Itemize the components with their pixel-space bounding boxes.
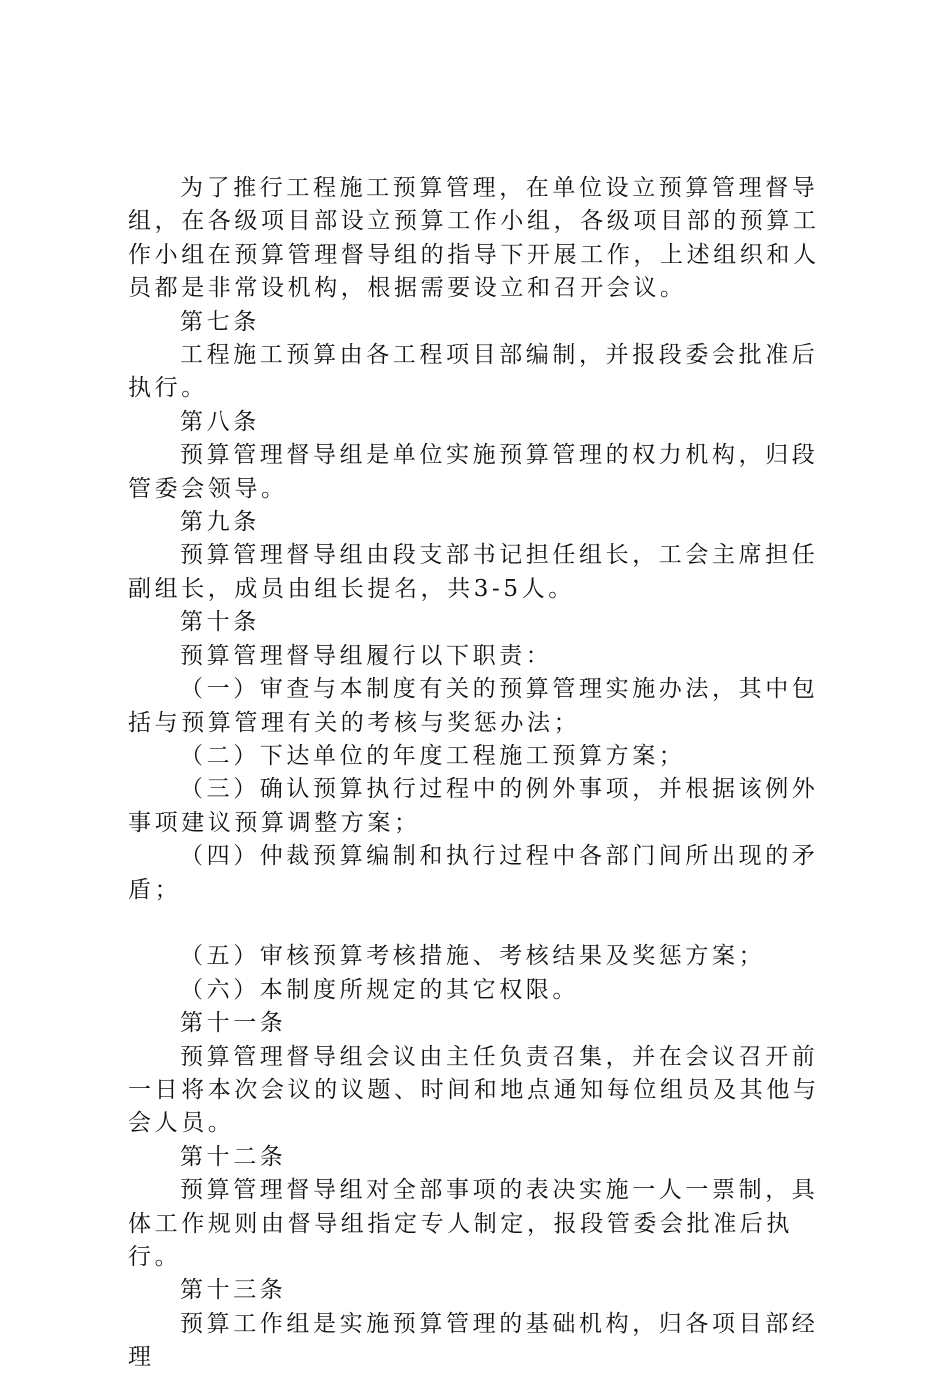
list-item: （六）本制度所规定的其它权限。 [180, 976, 579, 1003]
article-heading: 第十三条 [180, 1277, 287, 1304]
paragraph: 预算管理督导组履行以下职责： [180, 642, 553, 669]
list-item: （四）仲裁预算编制和执行过程中各部门间所出现的矛盾； [128, 843, 819, 903]
list-item: （一）审查与本制度有关的预算管理实施办法，其中包括与预算管理有关的考核与奖惩办法； [128, 676, 819, 736]
list-item: （五）审核预算考核措施、考核结果及奖惩方案； [180, 943, 766, 970]
paragraph: 预算管理督导组对全部事项的表决实施一人一票制，具体工作规则由督导组指定专人制定，报段管委会批准后执行。 [128, 1177, 819, 1270]
paragraph: 预算管理督导组由段支部书记担任组长，工会主席担任副组长，成员由组长提名，共3-5人。 [128, 542, 819, 602]
article-heading: 第十条 [180, 609, 260, 636]
blank-line [128, 907, 843, 940]
document-body [128, 172, 843, 1375]
list-item: （三）确认预算执行过程中的例外事项，并根据该例外事项建议预算调整方案； [128, 776, 819, 836]
article-heading: 第七条 [180, 308, 260, 335]
article-heading: 第十二条 [180, 1143, 287, 1170]
paragraph: 预算管理督导组会议由主任负责召集，并在会议召开前一日将本次会议的议题、时间和地点通知每位组员及其他与会人员。 [128, 1043, 820, 1137]
article-heading: 第十一条 [180, 1010, 287, 1037]
paragraph: 工程施工预算由各工程项目部编制，并报段委会批准后执行。 [128, 342, 819, 402]
article-heading: 第九条 [180, 509, 260, 536]
list-item: （二）下达单位的年度工程施工预算方案； [180, 742, 686, 769]
paragraph: 为了推行工程施工预算管理，在单位设立预算管理督导组，在各级项目部设立预算工作小组，各级项目部的预算工作小组在预算管理督导组的指导下开展工作，上述组织和人员都是非常设机构，根据需要设立和召开会议。 [128, 175, 820, 302]
paragraph: 预算工作组是实施预算管理的基础机构，归各项目部经理 [128, 1310, 819, 1371]
article-heading: 第八条 [180, 408, 260, 435]
paragraph: 预算管理督导组是单位实施预算管理的权力机构，归段管委会领导。 [128, 442, 819, 502]
